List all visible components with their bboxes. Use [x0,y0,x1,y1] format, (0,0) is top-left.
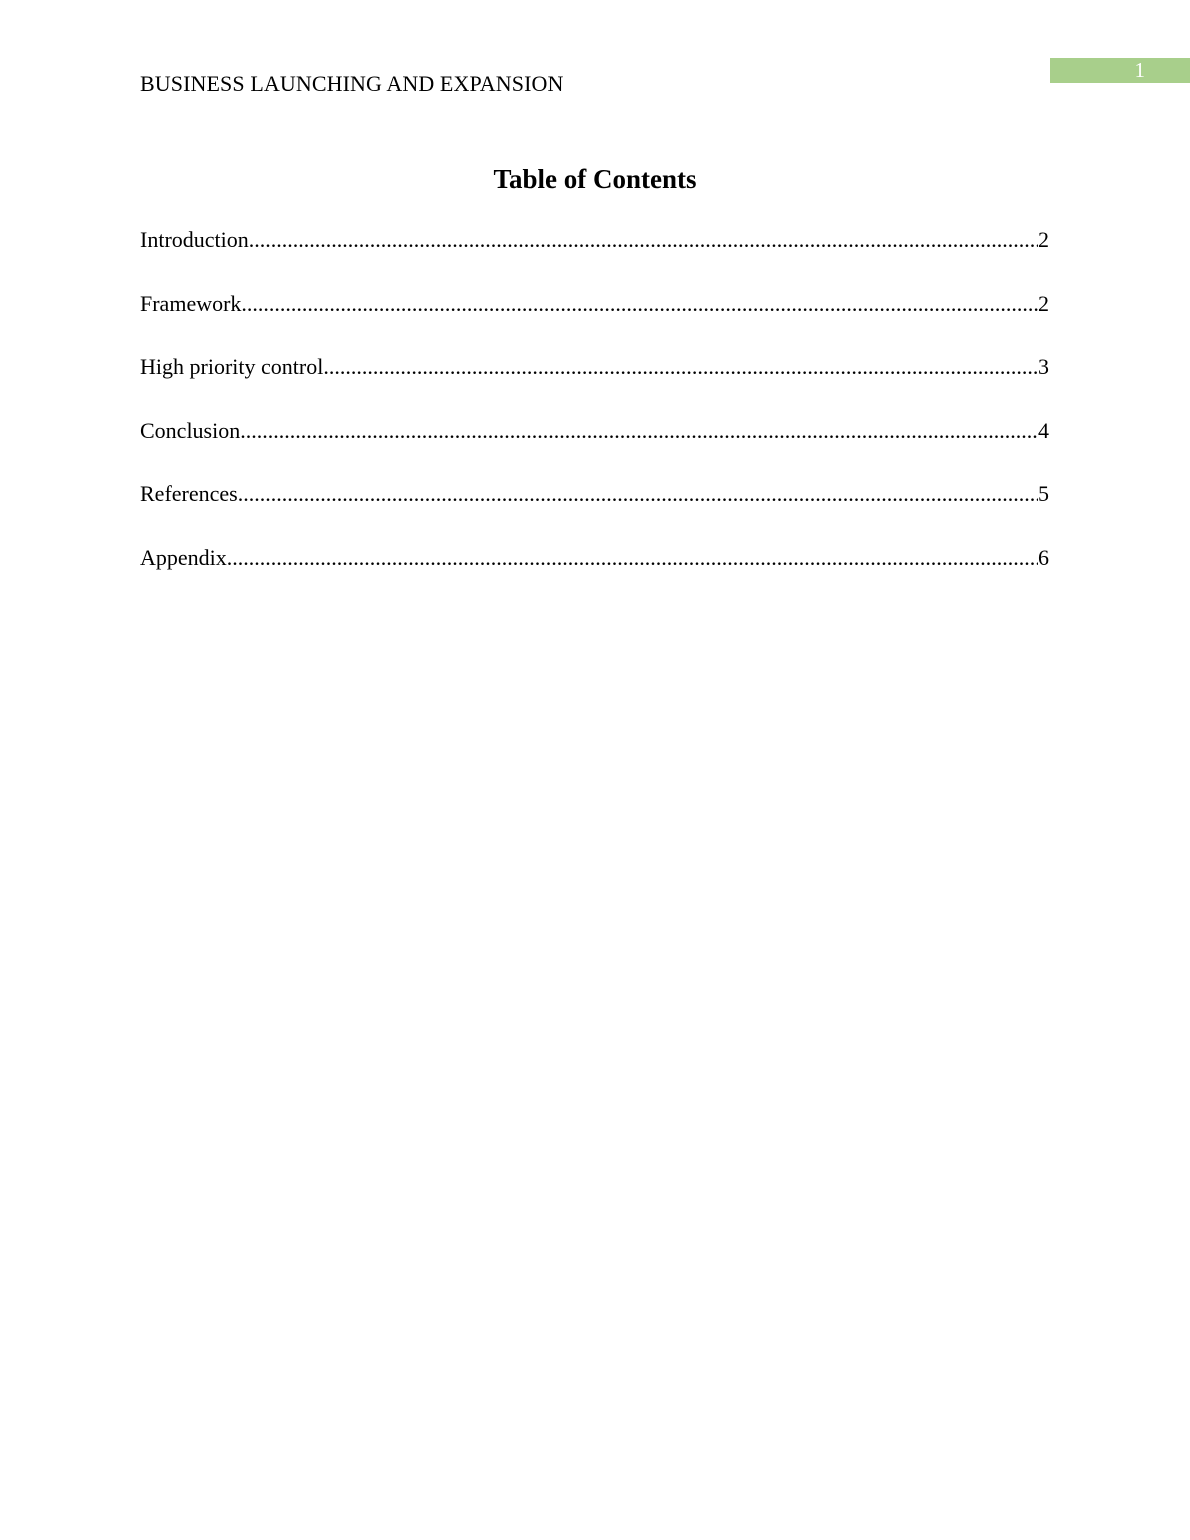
dot-leader [238,480,1038,508]
toc-entry-label: Appendix [140,544,227,570]
toc-entry-label: Framework [140,290,242,316]
running-head: BUSINESS LAUNCHING AND EXPANSION [140,71,564,96]
toc-entry-label: Conclusion [140,417,241,443]
toc-entry-page: 2 [1038,227,1049,252]
toc-entry-framework[interactable] [140,290,1049,354]
toc-entry-introduction[interactable] [140,226,1049,290]
toc-entry-high-priority-control[interactable] [140,353,1049,417]
dot-leader [227,544,1038,572]
toc-entry-appendix[interactable] [140,544,1049,608]
toc-entry-page: 4 [1038,417,1049,443]
toc-entry-page: 6 [1038,544,1049,570]
toc-entry-page: 3 [1038,354,1049,379]
toc-entry-page: 2 [1038,290,1049,316]
toc-title: Table of Contents [493,164,697,194]
toc-entry-label: High priority control [140,354,324,379]
page-number: 1 [1134,58,1145,82]
page-number-badge [1050,58,1190,83]
dot-leader [240,417,1038,445]
dot-leader [323,353,1038,381]
toc-entry-references[interactable] [140,480,1049,544]
toc-list [140,226,1049,607]
dot-leader [249,226,1038,254]
toc-entry-label: Introduction [140,227,249,252]
toc-entry-page: 5 [1038,481,1049,506]
dot-leader [241,290,1038,318]
toc-entry-conclusion[interactable] [140,417,1049,481]
toc-entry-label: References [140,481,238,506]
